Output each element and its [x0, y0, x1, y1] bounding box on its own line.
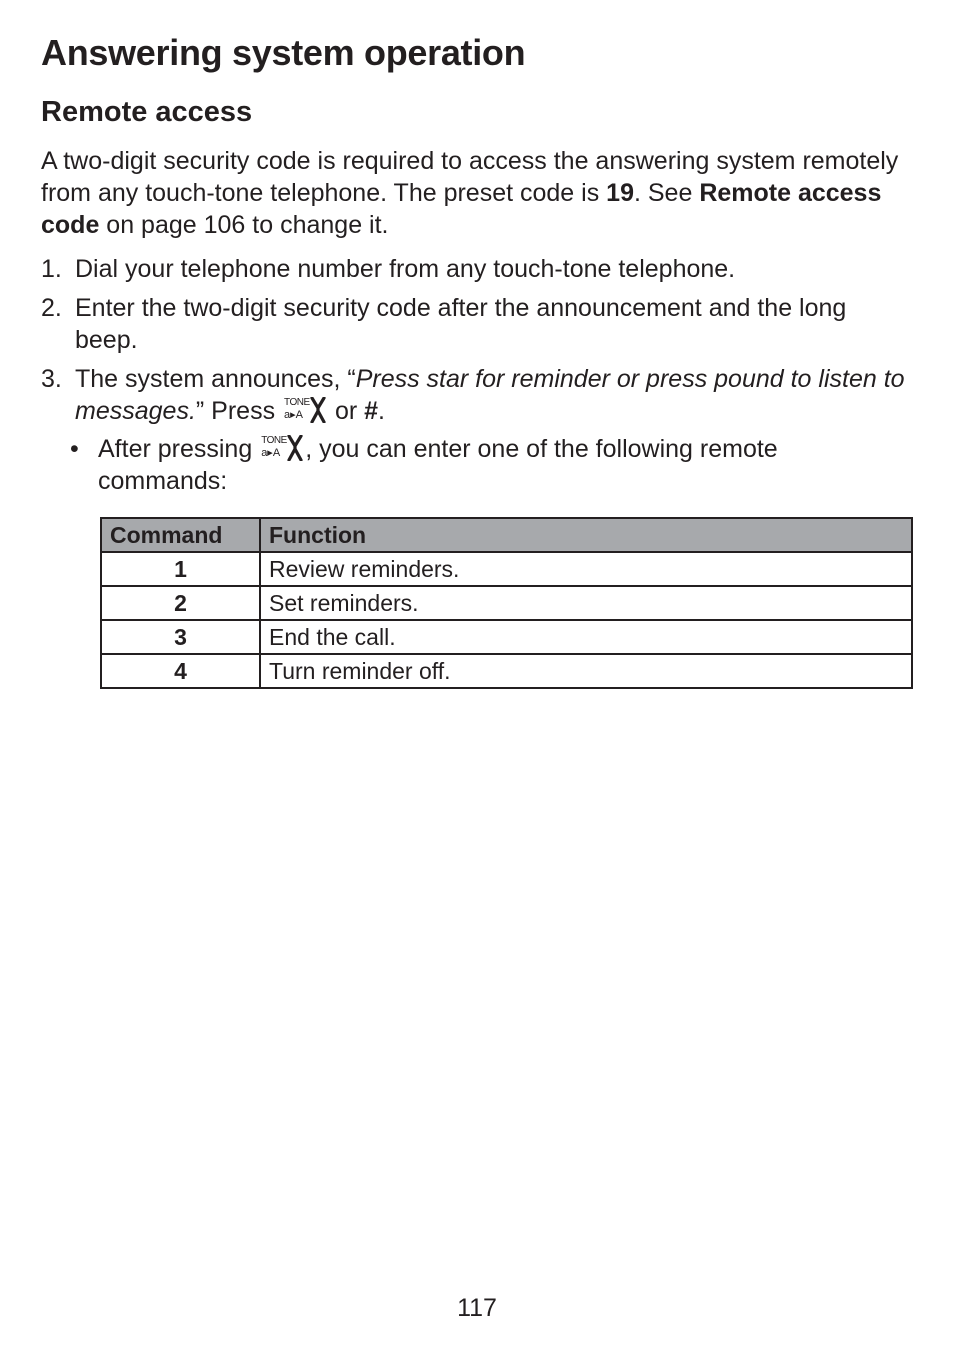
step-number: 3. — [41, 365, 62, 393]
star-key-icon: TONE a▸A — [282, 397, 328, 423]
step-item — [41, 292, 911, 356]
star-key-icon: TONE a▸A — [259, 435, 305, 461]
table-row — [101, 552, 912, 586]
function-cell: Review reminders. — [260, 552, 912, 586]
page-number: 117 — [457, 1294, 497, 1322]
command-cell: 1 — [101, 552, 260, 586]
intro-text: . See — [633, 179, 700, 207]
command-cell: 4 — [101, 654, 260, 688]
function-cell: End the call. — [260, 620, 912, 654]
step-text: The system announces, “ — [75, 365, 356, 393]
preset-code: 19 — [606, 179, 634, 207]
intro-paragraph — [41, 145, 911, 241]
table-row — [101, 654, 912, 688]
step-text: Dial your telephone number from any touch-tone telephone. — [75, 255, 736, 283]
function-cell: Turn reminder off. — [260, 654, 912, 688]
remote-access-code-reference: Remote access code — [41, 179, 882, 239]
column-header-command: Command — [101, 518, 260, 552]
step-number: 2. — [41, 294, 62, 322]
step-text: . — [378, 397, 385, 425]
table-header-row — [101, 518, 912, 552]
function-cell: Set reminders. — [260, 586, 912, 620]
step-item — [41, 363, 911, 427]
bullet-text: After pressing — [98, 435, 260, 463]
section-title: Remote access — [41, 96, 253, 128]
command-cell: 3 — [101, 620, 260, 654]
announcement-text: Press star for reminder or press pound to listen to messages. — [75, 365, 905, 425]
command-cell: 2 — [101, 586, 260, 620]
pound-key-label: # — [364, 397, 379, 425]
step-text: or — [328, 397, 365, 425]
step-text: ” Press — [195, 397, 283, 425]
bullet-item — [70, 433, 818, 497]
table-row — [101, 620, 912, 654]
remote-commands-table — [100, 517, 913, 689]
bullet-symbol: • — [70, 435, 79, 463]
bullet-text: , you can enter one of the following remote commands: — [98, 435, 778, 495]
intro-text: A two-digit security code is required to access the answering system remotely from any touch-tone telephone. The preset code is — [41, 147, 899, 207]
step-text: Enter the two-digit security code after the announcement and the long beep. — [75, 294, 847, 354]
column-header-function: Function — [260, 518, 912, 552]
page-title: Answering system operation — [41, 32, 526, 73]
steps-list — [41, 253, 911, 434]
step-number: 1. — [41, 255, 62, 283]
step-item — [41, 253, 911, 285]
intro-text: on page 106 to change it. — [99, 211, 389, 239]
table-row — [101, 586, 912, 620]
